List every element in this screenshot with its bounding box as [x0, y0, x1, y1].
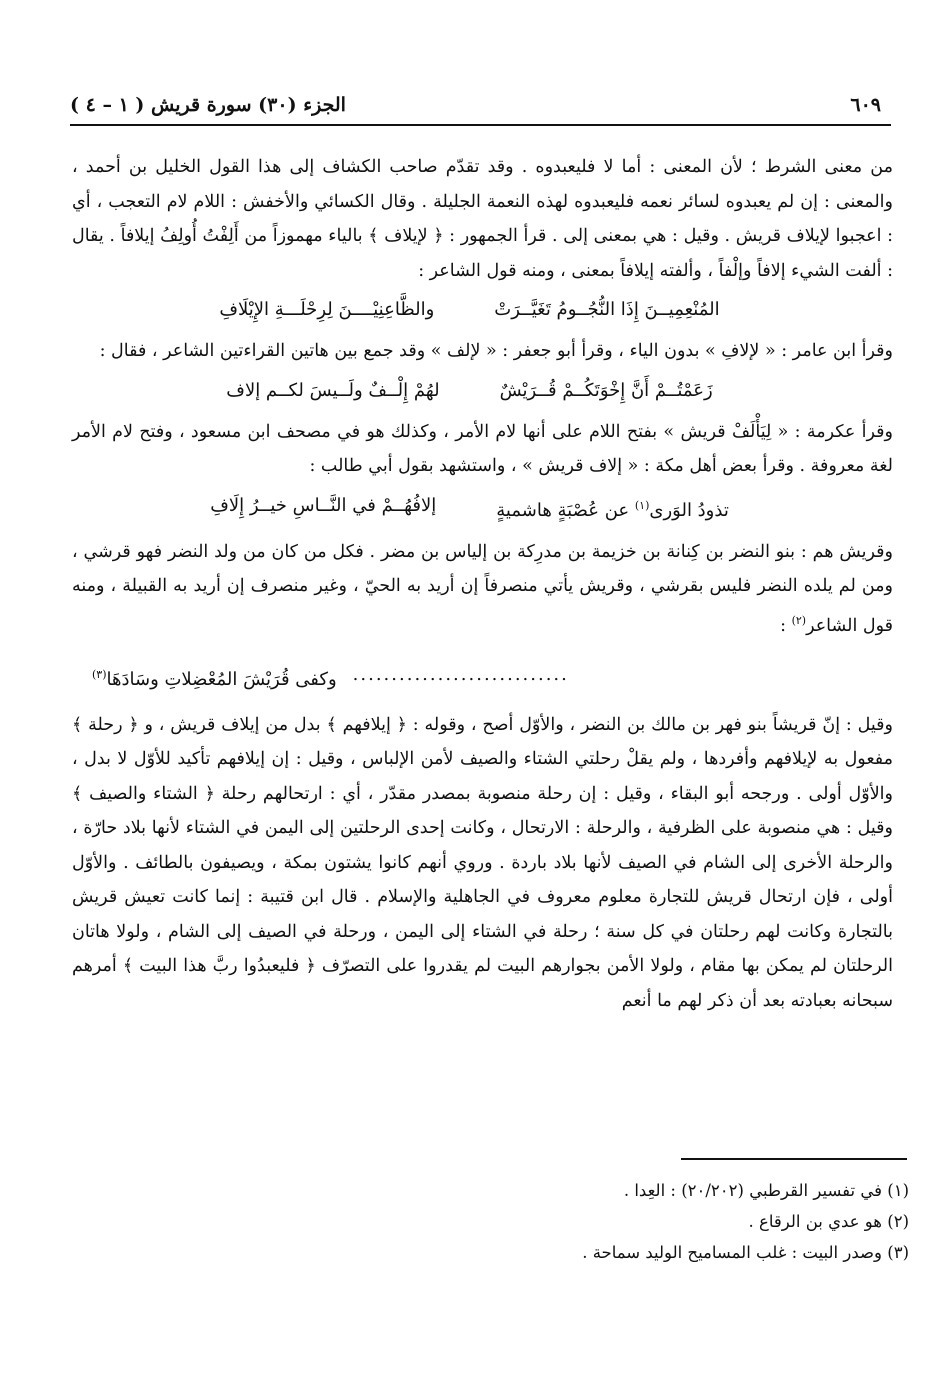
- paragraph: وقيل : إنّ قريشاً بنو فهر بن مالك بن النضر ، والأوّل أصح ، وقوله : ﴿ إيلافهم ﴾ بدل من إيلاف قريش ، و ﴿ رحلة ﴾ مفعول به لإيلافهم وأفردها ، ولم يقلْ رحلتي الشتاء والصيف لأمن الإلباس ، وقيل : إن إيلافهم تأكيد للأوّل لا بدل ، والأوّل أولى . ورجحه أبو البقاء ، وقيل : إن رحلة منصوبة بمصدر مقدّر ، أي : ارتحالهم رحلة ﴿ الشتاء والصيف ﴾ وقيل : هي منصوبة على الظرفية ، والرحلة : الارتحال ، وكانت إحدى الرحلتين إلى اليمن في الشتاء لأنها بلاد حارّة ، والرحلة الأخرى إلى الشام في الصيف لأنها بلاد باردة . وروي أنهم كانوا يشتون بمكة ، ويصيفون بالطائف . والأوّل أولى ، فإن ارتحال قريش للتجارة معلوم معروف في الجاهلية والإسلام . قال ابن قتيبة : إنما كانت تعيش قريش بالتجارة وكانت لهم رحلتان في كل سنة ؛ رحلة في الشتاء إلى اليمن ، ورحلة في الصيف إلى الشام ، ولولا هاتان الرحلتان لم يمكن بها مقام ، ولولا الأمن بجوارهم البيت لم يقدروا على التصرّف ﴿ فليعبدُوا ربَّ هذا البيت ﴾ أمرهم سبحانه بعبادته بعد أن ذكر لهم ما أنعم: [72, 714, 893, 1011]
- footnote-ref: (١): [634, 498, 650, 512]
- footnote: (٢) هو عدي بن الرقاع .: [748, 1212, 909, 1231]
- poetry-verse: [72, 371, 893, 411]
- page-number: ٦٠٩: [850, 94, 881, 116]
- main-text: [72, 150, 893, 1018]
- verse-hemistich-second: وكفى قُرَيْشَ المُعْضِلاتِ وسَادَهَا$^{(٣)}$: [92, 667, 337, 690]
- poetry-verse-partial: [72, 655, 893, 700]
- paragraph: وقرأ عكرمة : « لِيَأْلَفْ قريش » بفتح اللام على أنها لام الأمر ، وكذلك هو في مصحف ابن مسعود ، وفتح لام الأمر لغة معروفة . وقرأ بعض أهل مكة : « إلاف قريش » ، واستشهد بقول أبي طالب :: [72, 421, 893, 476]
- verse-hemistich-first: تذودُ الوَرى$^{(١)}$ عن عُصْبَةٍ هاشميةٍ: [496, 498, 729, 521]
- footnote-ref: (٢): [791, 613, 807, 627]
- header-rule: [70, 124, 891, 126]
- verse-hemistich-first: زَعَمْتُــمْ أَنَّ إِخْوَتَكُــمْ قُــرَيْشٌ: [499, 379, 713, 401]
- poetry-verse: [72, 290, 893, 330]
- verse-elision-dots: ............................: [352, 663, 569, 685]
- verse-hemistich-first: المُنْعِمِيــنَ إِذَا النُّجُــومُ تَغَيَّــرَتْ: [494, 299, 720, 320]
- running-header: [70, 88, 881, 122]
- verse-hemistich-second: والظَّاعِنِيْــــنَ لِرِحْلَـــةِ الإِيْلَافِ: [219, 299, 435, 320]
- paragraph: من معنى الشرط ؛ لأن المعنى : أما لا فليعبدوه . وقد تقدّم صاحب الكشاف إلى هذا القول الخليل بن أحمد ، والمعنى : إن لم يعبدوه لسائر نعمه فليعبدوه لهذه النعمة الجليلة . وقال الكسائي والأخفش : اللام لام التعجب ، أي : اعجبوا لإيلاف قريش . وقيل : هي بمعنى إلى . قرأ الجمهور : ﴿ لإيلاف ﴾ بالياء مهموزاً من أَلِفْتُ أُولِفُ إيلافاً . يقال : ألفت الشيء إلافاً وإلْفاً ، وألفته إيلافاً بمعنى ، ومنه قول الشاعر :: [72, 157, 893, 281]
- footnote: (١) في تفسير القرطبي (٢٠/٢٠٢) : العِدا .: [623, 1181, 909, 1200]
- footnote-ref: (٣): [92, 667, 107, 681]
- verse-hemistich-second: لهُمْ إِلْــفٌ ولَــيسَ لكــم إلاف: [226, 379, 440, 401]
- verse-hemistich-second: إلافُهُــمْ في النَّــاسِ خيــرُ إِلَافِ: [210, 494, 437, 516]
- footnote: (٣) وصدر البيت : غلب المساميح الوليد سماحة .: [582, 1243, 909, 1262]
- footnotes: [100, 1175, 909, 1268]
- paragraph: وقريش هم : بنو النضر بن كِنانة بن خزيمة بن مدرِكة بن إلياس بن مضر . فكل من كان من ولد النضر فهو قرشي ، ومن لم يلده النضر فليس بقرشي ، وقريش يأتي منصرفاً إن أريد به الحيّ ، وغير منصرف إن أريد به القبيلة ، ومنه قول الشاعر$^{(٢)}$ :: [72, 541, 893, 636]
- header-title: الجزء (٣٠) سورة قريش ( ١ – ٤ ): [70, 94, 346, 116]
- poetry-verse: [72, 486, 893, 531]
- paragraph: وقرأ ابن عامر : « لإلافِ » بدون الياء ، وقرأ أبو جعفر : « لإلف » وقد جمع بين هاتين القراءتين الشاعر ، فقال :: [99, 341, 893, 361]
- footnote-rule: [681, 1158, 907, 1160]
